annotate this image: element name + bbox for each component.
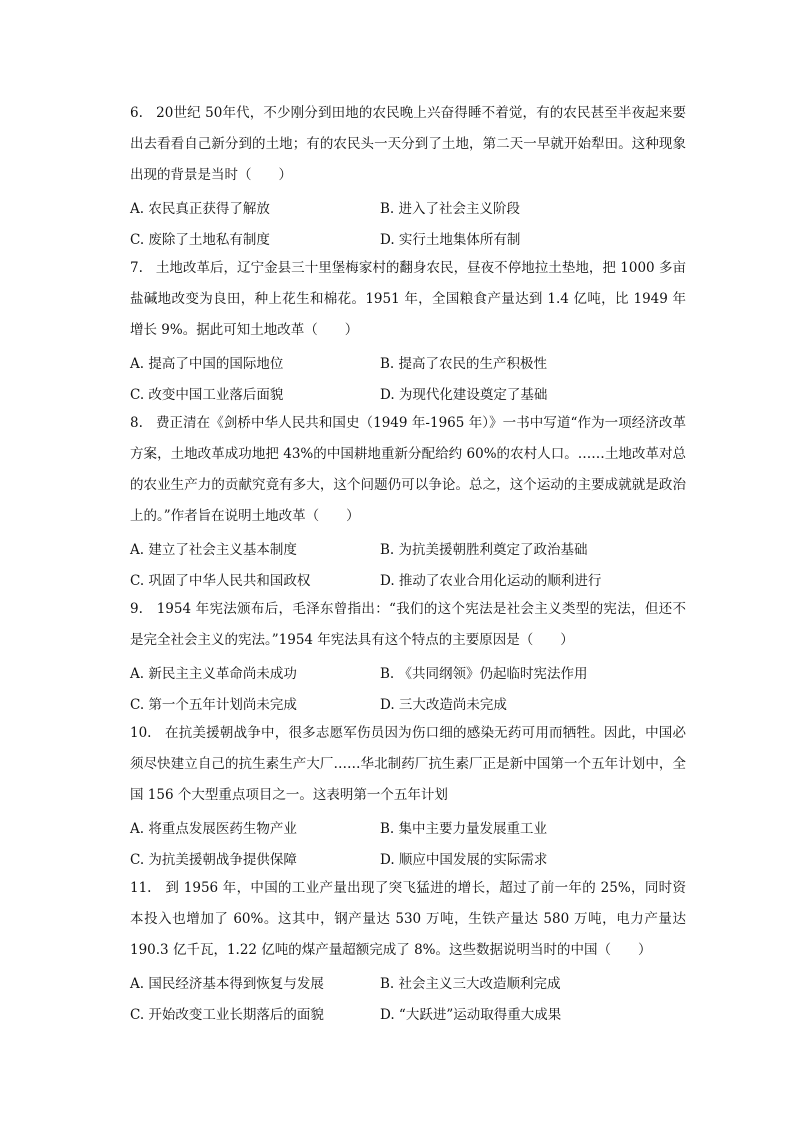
question-stem: 7. 土地改革后，辽宁金县三十里堡梅家村的翻身农民，昼夜不停地拉土垫地，把 1000 多亩盐碱地改变为良田，种上花生和棉花。1951 年，全国粮食产量达到 1.4 亿吨，比 1949 年增长 9%。据此可知土地改革（ ） bbox=[130, 260, 686, 338]
options-row bbox=[130, 346, 686, 377]
option-d: D. “大跃进”运动取得重大成果 bbox=[380, 1006, 562, 1023]
option-c: C. 开始改变工业长期落后的面貌 bbox=[130, 1006, 324, 1023]
option-c: C. 废除了土地私有制度 bbox=[130, 231, 270, 248]
option-a: A. 农民真正获得了解放 bbox=[130, 200, 270, 217]
option-a: A. 建立了社会主义基本制度 bbox=[130, 541, 297, 558]
options-row bbox=[130, 687, 686, 718]
options-row bbox=[130, 842, 686, 873]
option-b: B. 《共同纲领》仍起临时宪法作用 bbox=[380, 665, 588, 682]
question-7 bbox=[130, 253, 686, 408]
options-row bbox=[130, 656, 686, 687]
question-6 bbox=[130, 98, 686, 253]
option-c: C. 改变中国工业落后面貌 bbox=[130, 386, 284, 403]
option-d: D. 实行土地集体所有制 bbox=[380, 231, 521, 248]
option-a: A. 提高了中国的国际地位 bbox=[130, 355, 284, 372]
options-row bbox=[130, 377, 686, 408]
question-8 bbox=[130, 408, 686, 594]
option-c: C. 巩固了中华人民共和国政权 bbox=[130, 572, 311, 589]
question-stem: 8. 费正清在《剑桥中华人民共和国史（1949 年-1965 年）》一书中写道“作为一项经济改革方案，土地改革成功地把 43%的中国耕地重新分配给约 60%的农村人口。……土地改革对总的农业生产力的贡献究竟有多大，这个问题仍可以争论。总之，这个运动的主要成就就是政治上的。”作者旨在说明土地改革（ ） bbox=[130, 415, 686, 524]
option-c: C. 第一个五年计划尚未完成 bbox=[130, 696, 297, 713]
option-d: D. 推动了农业合用化运动的顺利进行 bbox=[380, 572, 602, 589]
options-row bbox=[130, 966, 686, 997]
question-list bbox=[130, 98, 686, 1028]
question-stem: 10. 在抗美援朝战争中，很多志愿军伤员因为伤口细的感染无药可用而牺牲。因此，中国必须尽快建立自己的抗生素生产大厂……华北制药厂抗生素厂正是新中国第一个五年计划中，全国 156 个大型重点项目之一。这表明第一个五年计划 bbox=[130, 725, 686, 803]
question-stem: 11. 到 1956 年，中国的工业产量出现了突飞猛进的增长，超过了前一年的 25%，同时资本投入也增加了 60%。这其中，钢产量达 530 万吨，生铁产量达 580 万吨，电力产量达 190.3 亿千瓦，1.22 亿吨的煤产量超额完成了 8%。这些数据说明当时的中国（ ） bbox=[130, 880, 686, 958]
option-c: C. 为抗美援朝战争提供保障 bbox=[130, 851, 297, 868]
option-b: B. 进入了社会主义阶段 bbox=[380, 200, 521, 217]
options-row bbox=[130, 532, 686, 563]
option-d: D. 三大改造尚未完成 bbox=[380, 696, 507, 713]
option-b: B. 社会主义三大改造顺利完成 bbox=[380, 975, 561, 992]
question-10 bbox=[130, 718, 686, 873]
option-a: A. 新民主主义革命尚未成功 bbox=[130, 665, 297, 682]
option-d: D. 为现代化建设奠定了基础 bbox=[380, 386, 548, 403]
options-row bbox=[130, 191, 686, 222]
question-9 bbox=[130, 594, 686, 718]
option-d: D. 顺应中国发展的实际需求 bbox=[380, 851, 548, 868]
options-row bbox=[130, 997, 686, 1028]
option-a: A. 国民经济基本得到恢复与发展 bbox=[130, 975, 324, 992]
option-b: B. 集中主要力量发展重工业 bbox=[380, 820, 548, 837]
options-row bbox=[130, 563, 686, 594]
options-row bbox=[130, 222, 686, 253]
question-stem: 6. 20世纪 50年代，不少刚分到田地的农民晚上兴奋得睡不着觉，有的农民甚至半夜起来要出去看看自己新分到的土地；有的农民头一天分到了土地，第二天一早就开始犁田。这种现象出现的背景是当时（ ） bbox=[130, 105, 686, 183]
options-row bbox=[130, 811, 686, 842]
option-b: B. 为抗美援朝胜利奠定了政治基础 bbox=[380, 541, 588, 558]
option-a: A. 将重点发展医药生物产业 bbox=[130, 820, 297, 837]
question-11 bbox=[130, 873, 686, 1028]
question-stem: 9. 1954 年宪法颁布后，毛泽东曾指出：“我们的这个宪法是社会主义类型的宪法，但还不是完全社会主义的宪法。”1954 年宪法具有这个特点的主要原因是（ ） bbox=[130, 601, 686, 648]
option-b: B. 提高了农民的生产积极性 bbox=[380, 355, 548, 372]
